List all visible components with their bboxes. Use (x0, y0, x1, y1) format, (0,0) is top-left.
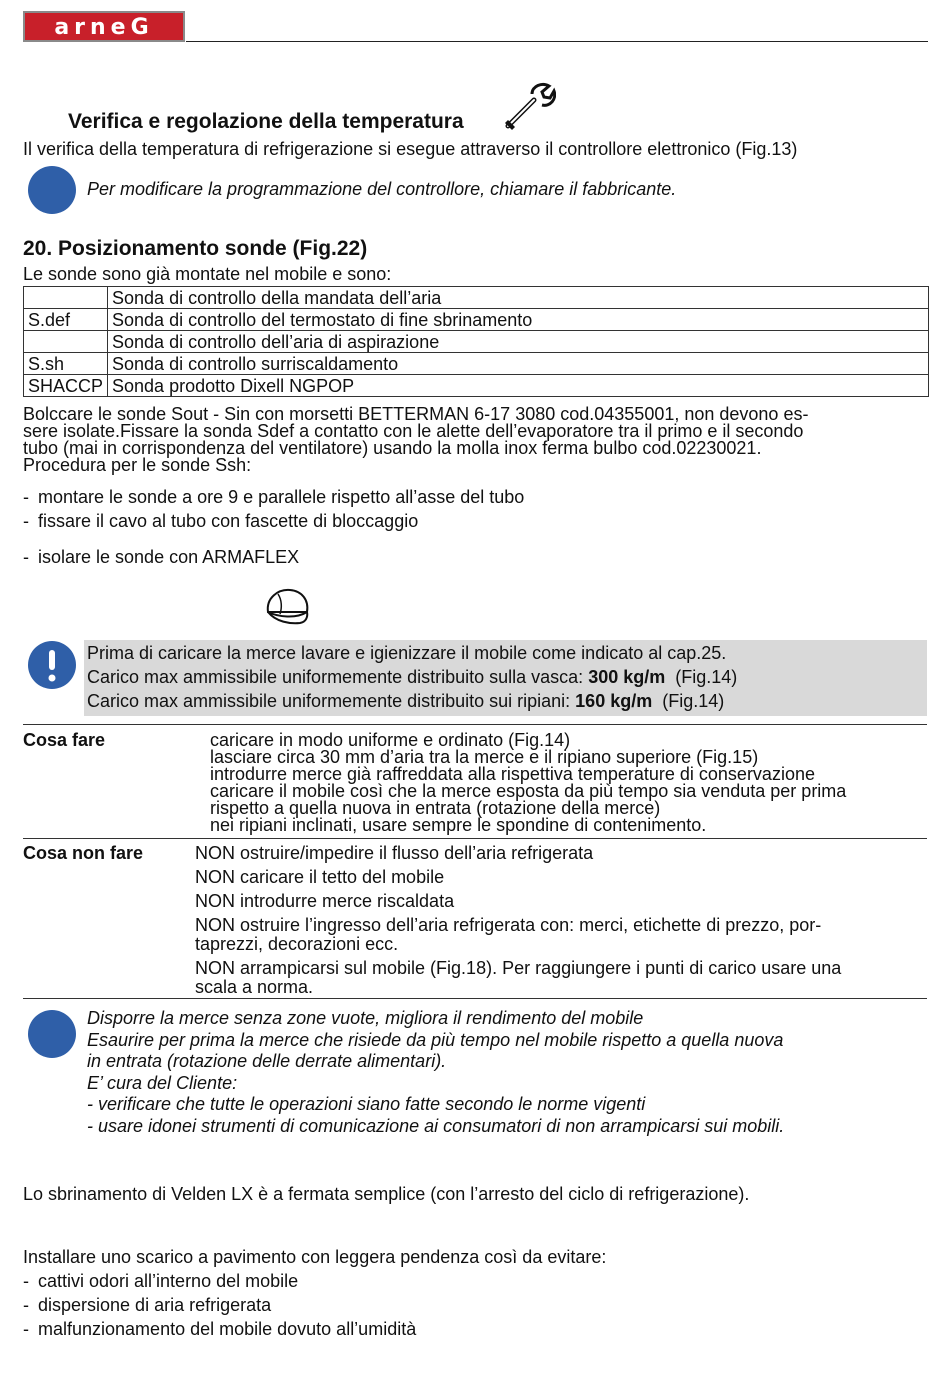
warning-line-3 (87, 691, 724, 711)
note-line: E’ cura del Cliente: (87, 1072, 238, 1093)
list-dash: - (23, 487, 29, 507)
paragraph-line: sere isolate.Fissare la sonda Sdef a contatto con le alette dell’evaporatore tra il primo e il secondo (23, 421, 804, 441)
warning-ref: (Fig.14) (652, 691, 725, 711)
probe-desc: Sonda di controllo della mandata dell’aria (108, 287, 929, 309)
list-dash: - (23, 1271, 29, 1291)
list-item (23, 511, 419, 531)
probes-intro: Le sonde sono già montate nel mobile e sono: (23, 264, 392, 284)
temperature-note: Per modificare la programmazione del controllore, chiamare il fabbricante. (87, 179, 677, 199)
dont-label: Cosa non fare (23, 843, 144, 863)
probe-code (24, 331, 108, 353)
list-item: caricare il mobile così che la merce esposta da più tempo sia venduta per prima (210, 781, 847, 801)
table-row (24, 331, 929, 353)
warning-text: Carico max ammissibile uniformemente distribuito sulla vasca: (87, 667, 589, 687)
probe-code: SHACCP (24, 375, 108, 397)
drain-intro: Installare uno scarico a pavimento con leggera pendenza così da evitare: (23, 1247, 607, 1267)
list-item: taprezzi, decorazioni ecc. (195, 934, 399, 954)
note-line: - verificare che tutte le operazioni siano fatte secondo le norme vigenti (87, 1094, 646, 1114)
warning-line-1: Prima di caricare la merce lavare e igienizzare il mobile come indicato al cap.25. (87, 643, 727, 663)
list-item: scala a norma. (195, 977, 314, 997)
list-item-text: montare le sonde a ore 9 e parallele rispetto all’asse del tubo (38, 487, 525, 507)
probe-desc: Sonda di controllo surriscaldamento (108, 353, 929, 375)
list-item: lasciare circa 30 mm d’aria tra la merce e il ripiano superiore (Fig.15) (210, 747, 759, 767)
probe-desc: Sonda prodotto Dixell NGPOP (108, 375, 929, 397)
list-dash: - (23, 1295, 29, 1315)
probes-table (23, 286, 929, 397)
probe-code: S.sh (24, 353, 108, 375)
warning-ref: (Fig.14) (665, 667, 738, 687)
header-rule (186, 41, 928, 42)
arneg-logo (23, 11, 185, 42)
list-item: NON introdurre merce riscaldata (195, 891, 455, 911)
list-item-text: fissare il cavo al tubo con fascette di bloccaggio (38, 511, 419, 531)
customer-note (87, 1008, 784, 1137)
list-item (23, 547, 300, 567)
note-line: Esaurire per prima la merce che risiede da più tempo nel mobile rispetto a quella nuova (87, 1029, 784, 1050)
table-row (24, 309, 929, 331)
list-dash: - (23, 547, 29, 567)
probe-code: S.def (24, 309, 108, 331)
list-item: rispetto a quella nuova in entrata (rotazione della merce) (210, 798, 661, 818)
warning-line-2 (87, 667, 737, 687)
list-item: nei ripiani inclinati, usare sempre le spondine di contenimento. (210, 815, 707, 835)
list-item (23, 1319, 417, 1339)
probes-section-title: 20. Posizionamento sonde (Fig.22) (23, 237, 368, 260)
list-item: NON caricare il tetto del mobile (195, 867, 445, 887)
note-line: - usare idonei strumenti di comunicazione ai consumatori di non arrampicarsi sui mobili. (87, 1115, 785, 1136)
do-label: Cosa fare (23, 730, 106, 750)
warning-value: 300 kg/m (588, 667, 666, 687)
divider (23, 724, 927, 725)
note-line: in entrata (rotazione delle derrate alimentari). (87, 1051, 447, 1071)
table-row (24, 353, 929, 375)
list-item (23, 1295, 272, 1315)
divider (23, 838, 927, 839)
list-item: NON ostruire l’ingresso dell’aria refrigerata con: merci, etichette di prezzo, por- (195, 915, 822, 935)
probe-desc: Sonda di controllo del termostato di fine sbrinamento (108, 309, 929, 331)
paragraph-line: Bolccare le sonde Sout - Sin con morsetti BETTERMAN 6-17 3080 cod.04355001, non devono es- (23, 404, 809, 424)
paragraph-line: Procedura per le sonde Ssh: (23, 455, 252, 475)
temperature-section-title: Verifica e regolazione della temperatura (68, 110, 464, 133)
list-item: NON ostruire/impedire il flusso dell’aria refrigerata (195, 843, 594, 863)
list-dash: - (23, 1319, 29, 1339)
list-item: caricare in modo uniforme e ordinato (Fig.14) (210, 730, 571, 750)
probe-desc: Sonda di controllo dell’aria di aspirazione (108, 331, 929, 353)
logo-text: arneG (54, 15, 154, 40)
cap-icon (262, 586, 312, 633)
probes-paragraph (23, 406, 808, 474)
list-item (23, 1271, 299, 1291)
defrost-text: Lo sbrinamento di Velden LX è a fermata semplice (con l’arresto del ciclo di refrigerazione). (23, 1184, 750, 1204)
list-item (23, 487, 525, 507)
list-item: NON arrampicarsi sul mobile (Fig.18). Per raggiungere i punti di carico usare una (195, 958, 842, 978)
list-item-text: malfunzionamento del mobile dovuto all’umidità (38, 1319, 417, 1339)
note-line: Disporre la merce senza zone vuote, migliora il rendimento del mobile (87, 1008, 644, 1028)
table-row (24, 287, 929, 309)
temperature-text: Il verifica della temperatura di refrigerazione si esegue attraverso il controllore elettronico (Fig.13) (23, 139, 798, 159)
warning-value: 160 kg/m (575, 691, 653, 711)
probe-code (24, 287, 108, 309)
list-item-text: dispersione di aria refrigerata (38, 1295, 272, 1315)
table-row (24, 375, 929, 397)
info-dot-icon (28, 166, 76, 214)
list-dash: - (23, 511, 29, 531)
list-item-text: cattivi odori all’interno del mobile (38, 1271, 299, 1291)
list-item-text: isolare le sonde con ARMAFLEX (38, 547, 300, 567)
warning-text: Carico max ammissibile uniformemente distribuito sui ripiani: (87, 691, 576, 711)
divider (23, 998, 927, 999)
info-dot-icon (28, 1010, 76, 1058)
wrench-icon (504, 82, 556, 137)
exclamation-icon (28, 641, 76, 689)
do-list (210, 732, 846, 834)
list-item: introdurre merce già raffreddata alla rispettiva temperature di conservazione (210, 764, 815, 784)
paragraph-line: tubo (mai in corrispondenza del ventilatore) usando la molla inox ferma bulbo cod.02230021. (23, 438, 762, 458)
